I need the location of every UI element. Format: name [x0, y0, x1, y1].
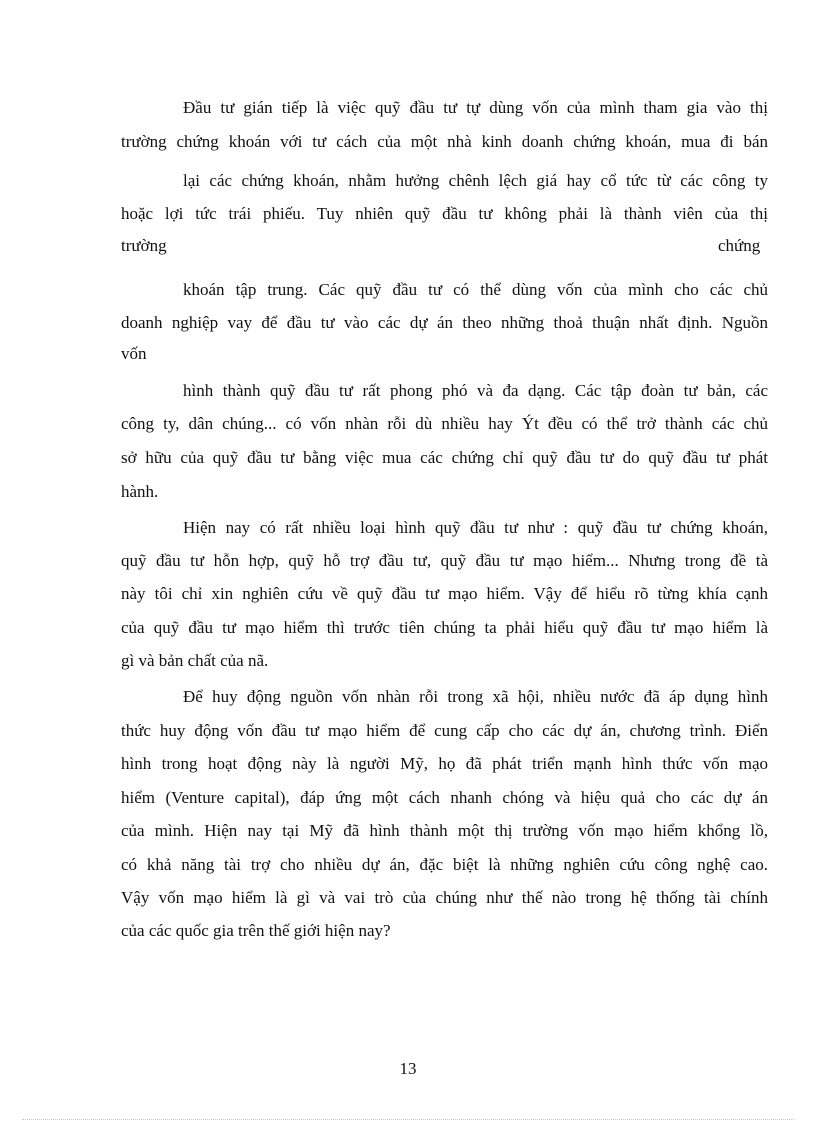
p3-line-1: Để huy động nguồn vốn nhàn rỗi trong xã hội, nhiều nước đã áp dụng hình	[183, 687, 768, 706]
p2-line-3: này tôi chỉ xin nghiên cứu về quỹ đầu tư mạo hiểm. Vậy để hiểu rõ từng khía cạnh	[121, 584, 768, 603]
p1-line-10: công ty, dân chúng... có vốn nhàn rỗi dù nhiều hay Ýt đều có thể trở thành các chủ	[121, 414, 768, 433]
p3-line-4: hiểm (Venture capital), đáp ứng một cách nhanh chóng và hiệu quả cho các dự án	[121, 788, 768, 807]
p1-line-1: Đầu tư gián tiếp là việc quỹ đầu tư tự dùng vốn của mình tham gia vào thị	[183, 98, 768, 117]
page-bottom-divider	[22, 1119, 794, 1120]
p1-line-4: hoặc lợi tức trái phiếu. Tuy nhiên quỹ đầu tư không phải là thành viên của thị	[121, 204, 768, 223]
p3-line-8: của các quốc gia trên thế giới hiện nay?	[121, 921, 391, 940]
p1-line-12: hành.	[121, 482, 159, 501]
p3-line-2: thức huy động vốn đầu tư mạo hiểm để cung cấp cho các dự án, chương trình. Điển	[121, 721, 768, 740]
p3-line-5: của mình. Hiện nay tại Mỹ đã hình thành một thị trường vốn mạo hiểm khổng lồ,	[121, 821, 768, 840]
p3-line-7: Vậy vốn mạo hiểm là gì và vai trò của chúng như thế nào trong hệ thống tài chính	[121, 888, 768, 907]
p3-line-3: hình trong hoạt động này là người Mỹ, họ đã phát triển mạnh hình thức vốn mạo	[121, 754, 768, 773]
p1-line-5a: trường	[121, 236, 167, 255]
page-number: 13	[399, 1059, 417, 1078]
p2-line-4: của quỹ đầu tư mạo hiểm thì trước tiên chúng ta phải hiểu quỹ đầu tư mạo hiểm là	[121, 618, 768, 637]
p1-line-7: doanh nghiệp vay để đầu tư vào các dự án theo những thoả thuận nhất định. Nguồn	[121, 313, 768, 332]
p1-line-3: lại các chứng khoán, nhằm hưởng chênh lệch giá hay cổ tức từ các công ty	[183, 171, 768, 190]
p1-line-2: trường chứng khoán với tư cách của một nhà kinh doanh chứng khoán, mua đi bán	[121, 132, 768, 151]
p1-line-5b: chứng	[718, 236, 761, 255]
p1-line-9: hình thành quỹ đầu tư rất phong phó và đa dạng. Các tập đoàn tư bản, các	[183, 381, 768, 400]
p1-line-8: vốn	[121, 344, 147, 363]
p1-line-11: sở hữu của quỹ đầu tư bằng việc mua các chứng chỉ quỹ đầu tư do quỹ đầu tư phát	[121, 448, 768, 467]
p2-line-1: Hiện nay có rất nhiều loại hình quỹ đầu tư như : quỹ đầu tư chứng khoán,	[183, 518, 768, 537]
p1-line-6: khoán tập trung. Các quỹ đầu tư có thể dùng vốn của mình cho các chủ	[183, 280, 768, 299]
p2-line-5: gì và bản chất của nã.	[121, 651, 269, 670]
p3-line-6: có khả năng tài trợ cho nhiều dự án, đặc biệt là những nghiên cứu công nghệ cao.	[121, 855, 768, 874]
p2-line-2: quỹ đầu tư hỗn hợp, quỹ hỗ trợ đầu tư, quỹ đầu tư mạo hiểm... Nhưng trong đề tà	[121, 551, 768, 570]
